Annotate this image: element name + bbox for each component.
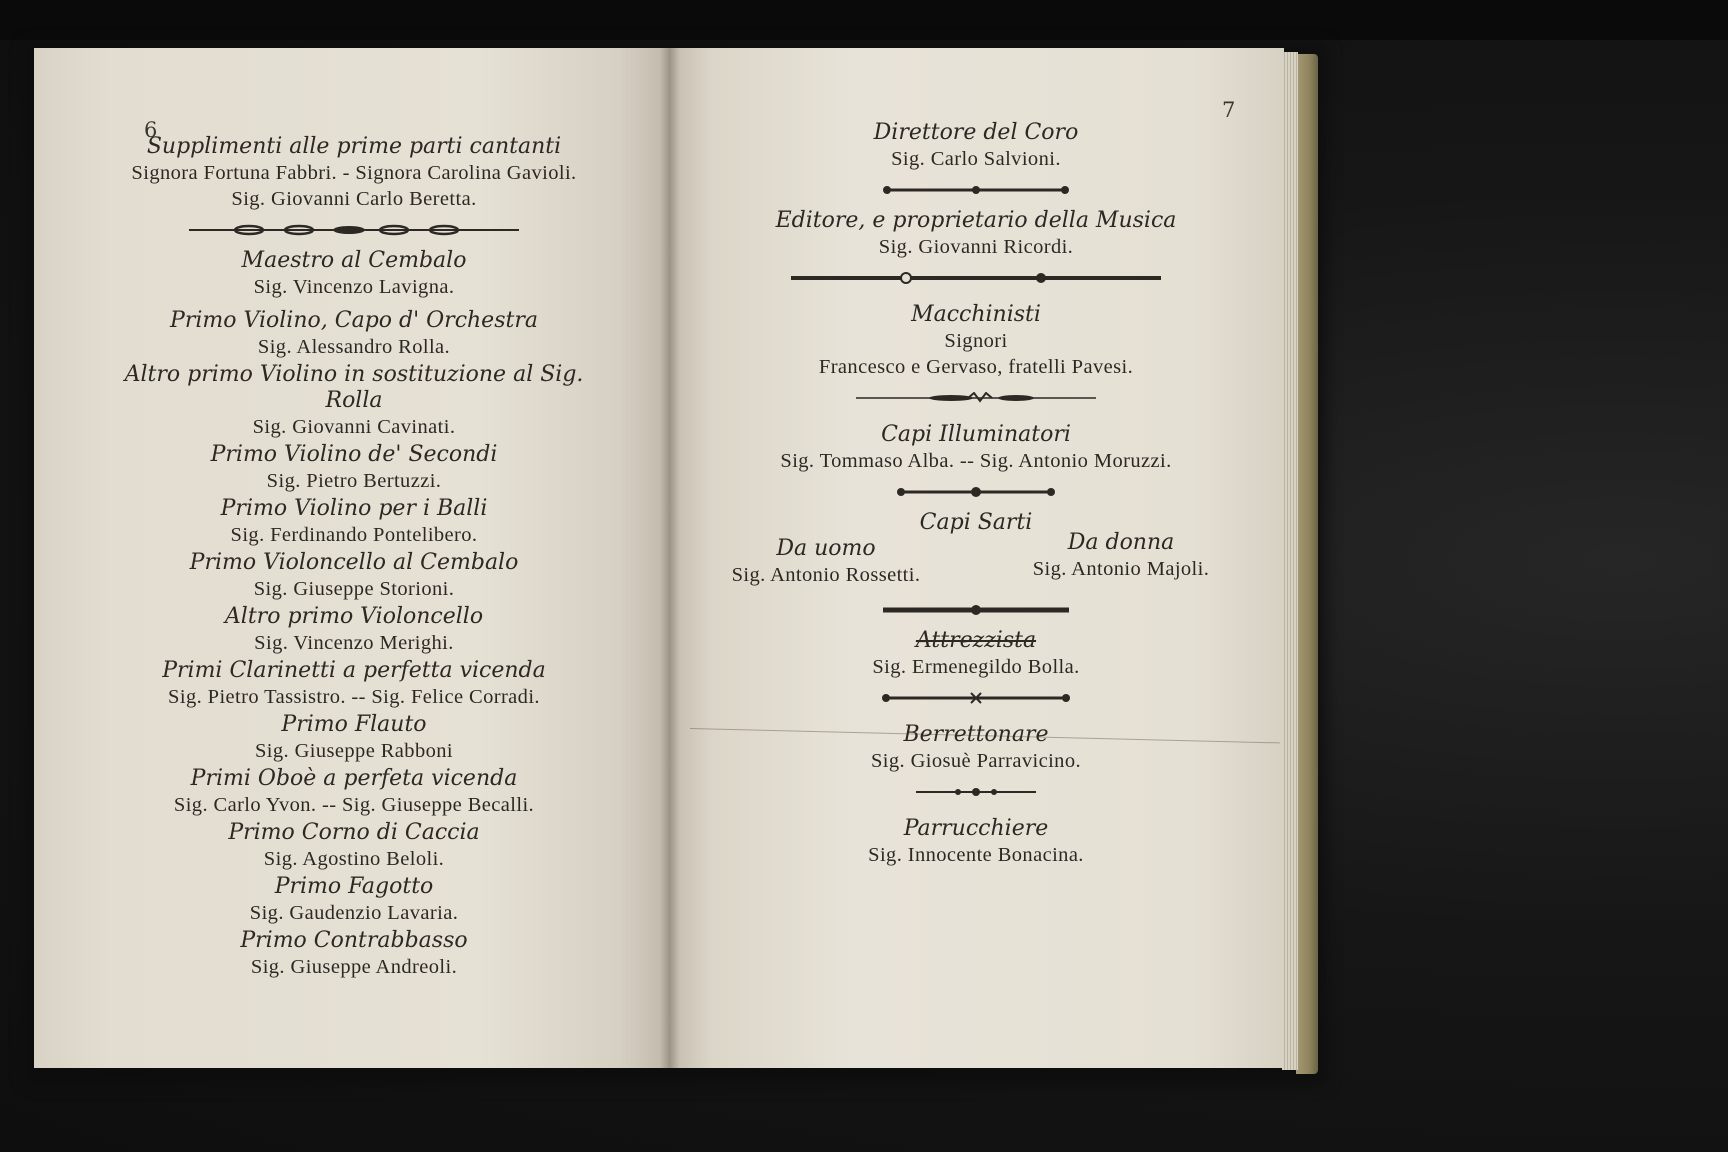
- entry-block: [706, 422, 1246, 474]
- name-line: Signori: [944, 330, 1008, 352]
- ornament-divider-graphic: [881, 692, 1071, 704]
- role-heading: Altro primo Violino in sostituzione al Sig. Rolla: [124, 362, 584, 413]
- name-line: Sig. Agostino Beloli.: [263, 848, 445, 870]
- entry-block: [96, 604, 612, 656]
- ornament-divider: [706, 786, 1246, 798]
- role-heading-struck: Attrezzista: [915, 628, 1037, 653]
- name-line: Sig. Carlo Salvioni.: [891, 148, 1061, 170]
- name-line: Sig. Giuseppe Rabboni: [254, 740, 453, 762]
- page-stack-edge: [1282, 52, 1298, 1070]
- role-heading: Primo Fagotto: [274, 874, 434, 899]
- ornament-divider: [706, 272, 1246, 284]
- role-heading: Primi Oboè a perfeta vicenda: [190, 766, 518, 791]
- entry-block: [706, 120, 1246, 172]
- ornament-divider: [706, 184, 1246, 196]
- name-line: Sig. Pietro Tassistro. -- Sig. Felice Corradi.: [168, 686, 540, 708]
- entry-block: [706, 816, 1246, 868]
- entry-block: [706, 722, 1246, 774]
- right-page: [670, 48, 1284, 1068]
- name-line: Sig. Vincenzo Merighi.: [254, 632, 454, 654]
- entry-block: [96, 248, 612, 300]
- left-page: [34, 48, 670, 1068]
- sarti-split-row: [706, 530, 1246, 592]
- name-line: Sig. Pietro Bertuzzi.: [266, 470, 442, 492]
- name-line: Sig. Giovanni Carlo Beretta.: [231, 188, 477, 210]
- role-heading: Primi Clarinetti a perfetta vicenda: [162, 658, 546, 683]
- name-line: Sig. Vincenzo Lavigna.: [253, 276, 455, 298]
- supplementi-block: [96, 134, 612, 212]
- page-number-left: 6: [144, 118, 158, 142]
- capi-sarti-block: [706, 510, 1246, 592]
- name-line: Sig. Gaudenzio Lavaria.: [249, 902, 459, 924]
- name-line: Sig. Ferdinando Pontelibero.: [230, 524, 478, 546]
- name-line: Sig. Tommaso Alba. -- Sig. Antonio Moruzzi.: [780, 450, 1172, 472]
- role-heading: Maestro al Cembalo: [241, 248, 467, 273]
- name-line: Sig. Giovanni Cavinati.: [252, 416, 456, 438]
- ornament-divider-graphic: [791, 272, 1161, 284]
- page-number-right: 7: [1222, 98, 1236, 122]
- role-heading: Direttore del Coro: [873, 120, 1079, 145]
- role-heading: Capi Sarti: [919, 510, 1033, 535]
- ornament-divider: [706, 692, 1246, 704]
- role-heading: Primo Violino per i Balli: [220, 496, 488, 521]
- entry-block: [96, 874, 612, 926]
- name-line: Sig. Ermenegildo Bolla.: [872, 656, 1080, 678]
- entry-block: [96, 766, 612, 818]
- ornament-divider-graphic: [881, 604, 1071, 616]
- role-heading: Editore, e proprietario della Musica: [775, 208, 1177, 233]
- ornament-divider: [706, 486, 1246, 498]
- ornament-divider-graphic: [896, 486, 1056, 498]
- role-heading: Primo Flauto: [281, 712, 427, 737]
- entry-block: [96, 442, 612, 494]
- entry-block: [96, 308, 612, 360]
- ornament-divider-graphic: [189, 224, 519, 236]
- ornament-divider: [706, 392, 1246, 404]
- name-line: Sig. Giosuè Parravicino.: [870, 750, 1081, 772]
- book-gutter: [660, 48, 680, 1068]
- entry-block: [706, 628, 1246, 680]
- name-line: Sig. Alessandro Rolla.: [257, 336, 451, 358]
- sarti-donna: [996, 530, 1246, 582]
- role-heading: Altro primo Violoncello: [224, 604, 484, 629]
- entry-block: [96, 550, 612, 602]
- entry-block: [96, 712, 612, 764]
- role-heading: Capi Illuminatori: [881, 422, 1071, 447]
- open-booklet: [34, 48, 1318, 1074]
- ornament-divider: [96, 224, 612, 236]
- ornament-divider: [706, 604, 1246, 616]
- name-line: Sig. Antonio Rossetti.: [731, 564, 921, 586]
- role-heading: Macchinisti: [911, 302, 1041, 327]
- entry-block: [96, 820, 612, 872]
- role-heading: Parrucchiere: [903, 816, 1049, 841]
- name-line: Sig. Giuseppe Andreoli.: [250, 956, 458, 978]
- entry-block: [706, 208, 1246, 260]
- sub-role-heading: Da uomo: [776, 536, 876, 561]
- entry-block: [96, 928, 612, 980]
- name-line: Sig. Antonio Majoli.: [1032, 558, 1210, 580]
- name-line: Sig. Giuseppe Storioni.: [253, 578, 455, 600]
- entry-block: [96, 496, 612, 548]
- entry-block: [96, 658, 612, 710]
- role-heading: Primo Violino, Capo d' Orchestra: [170, 308, 538, 333]
- role-heading: Primo Violoncello al Cembalo: [189, 550, 519, 575]
- right-column: [706, 120, 1246, 870]
- ornament-divider-graphic: [856, 392, 1096, 404]
- role-heading: Primo Corno di Caccia: [228, 820, 480, 845]
- name-line: Sig. Carlo Yvon. -- Sig. Giuseppe Becalli.: [173, 794, 535, 816]
- role-heading: Primo Contrabbasso: [240, 928, 468, 953]
- sarti-uomo: [706, 536, 946, 588]
- left-column: [96, 134, 612, 982]
- ornament-divider-graphic: [881, 184, 1071, 196]
- name-line: Sig. Giovanni Ricordi.: [878, 236, 1074, 258]
- sub-role-heading: Da donna: [1067, 530, 1175, 555]
- name-line: Sig. Innocente Bonacina.: [868, 844, 1084, 866]
- ornament-divider-graphic: [916, 786, 1036, 798]
- role-heading: Primo Violino de' Secondi: [210, 442, 498, 467]
- cover-edge: [1296, 54, 1318, 1074]
- role-heading: Supplimenti alle prime parti cantanti: [146, 134, 562, 159]
- top-band: [0, 0, 1728, 40]
- entry-block: [706, 302, 1246, 380]
- entry-block: [96, 362, 612, 440]
- role-heading: Berrettonare: [903, 722, 1049, 747]
- name-line: Francesco e Gervaso, fratelli Pavesi.: [818, 356, 1134, 378]
- name-line: Signora Fortuna Fabbri. - Signora Carolina Gavioli.: [131, 162, 577, 184]
